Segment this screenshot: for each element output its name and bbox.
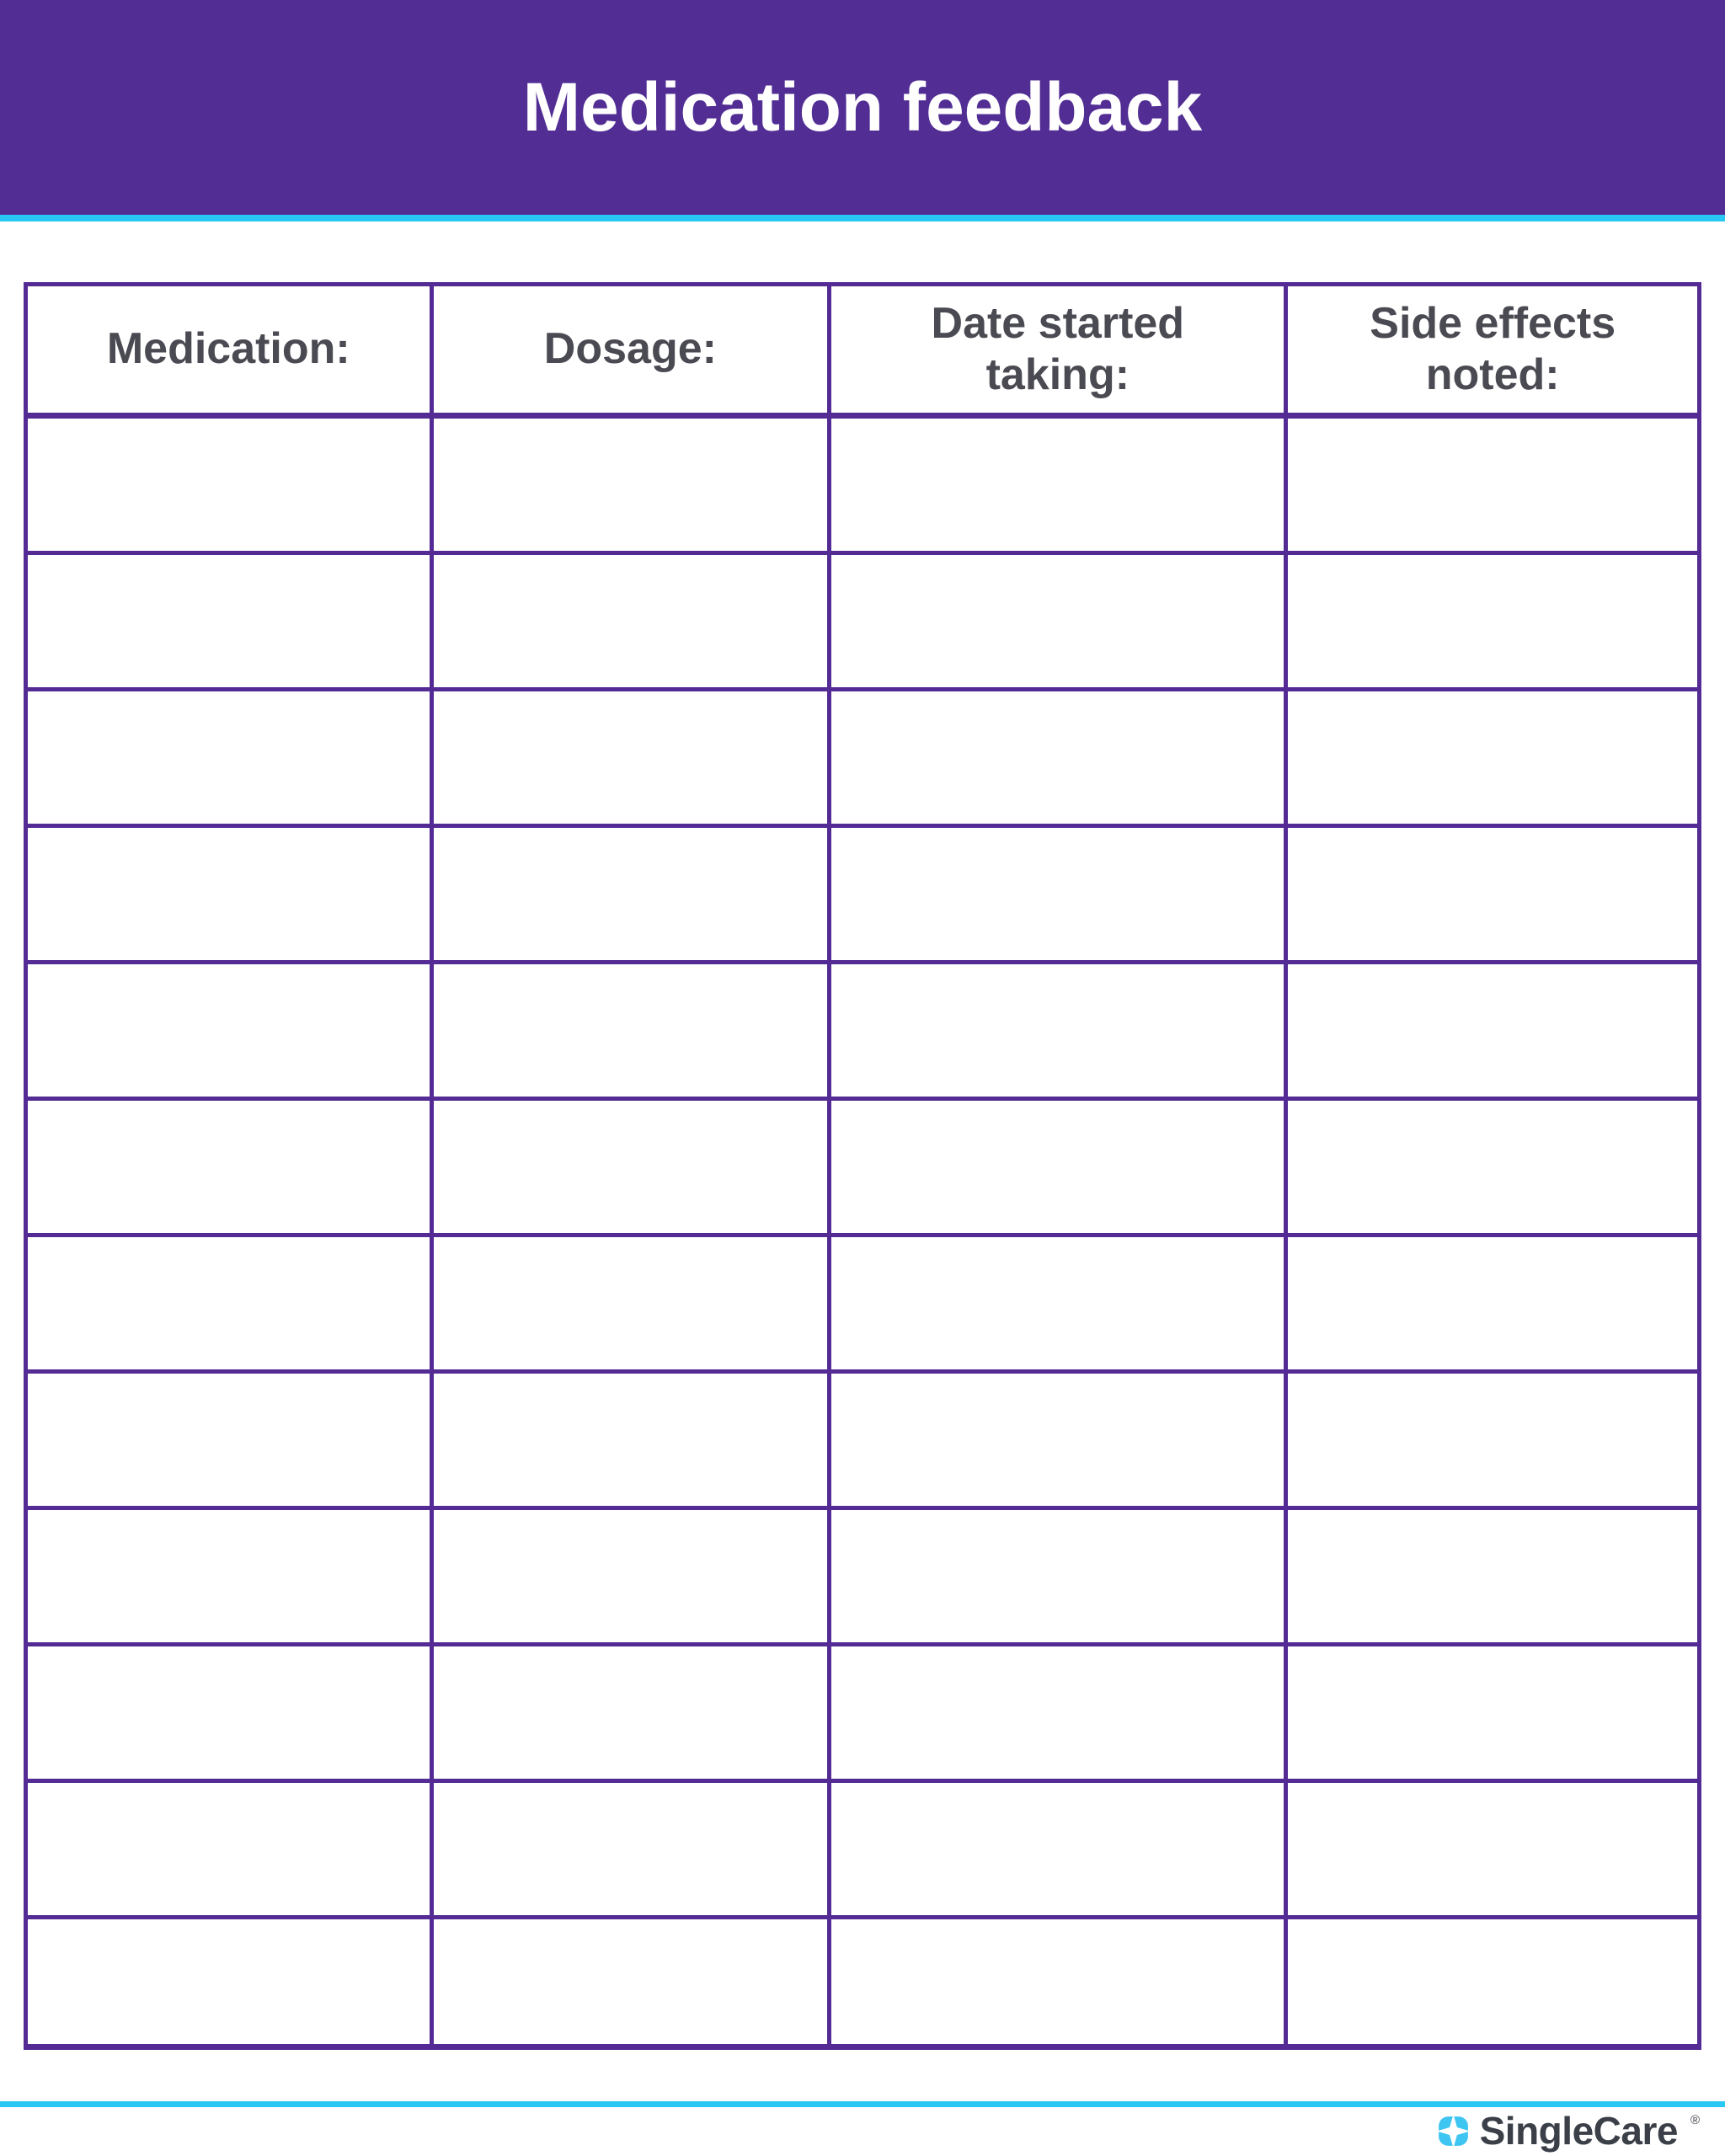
table-cell-row8-side-effects-noted (1288, 1374, 1697, 1510)
table-cell-row3-dosage (434, 691, 832, 828)
medication-table (24, 282, 1701, 2050)
header-banner (0, 0, 1725, 215)
table-cell-row4-side-effects-noted (1288, 828, 1697, 964)
singlecare-logo (1438, 2109, 1700, 2153)
table-cell-row1-side-effects-noted (1288, 419, 1697, 555)
table-cell-row10-side-effects-noted (1288, 1646, 1697, 1783)
table-cell-row8-medication (28, 1374, 434, 1510)
table-cell-row1-medication (28, 419, 434, 555)
table-cell-row5-medication (28, 964, 434, 1101)
column-header-dosage: Dosage: (434, 286, 832, 419)
singlecare-clover-icon (1438, 2116, 1469, 2147)
table-cell-row10-date-started-taking (831, 1646, 1288, 1783)
medication-table-section (24, 282, 1701, 2050)
table-cell-row11-dosage (434, 1783, 832, 1919)
table-cell-row8-date-started-taking (831, 1374, 1288, 1510)
table-cell-row9-dosage (434, 1510, 832, 1646)
table-cell-row2-side-effects-noted (1288, 555, 1697, 691)
registered-trademark-symbol: ® (1690, 2113, 1700, 2127)
table-cell-row9-date-started-taking (831, 1510, 1288, 1646)
page-title: Medication feedback (522, 68, 1203, 146)
table-cell-row1-date-started-taking (831, 419, 1288, 555)
table-cell-row9-side-effects-noted (1288, 1510, 1697, 1646)
table-cell-row3-date-started-taking (831, 691, 1288, 828)
table-cell-row5-side-effects-noted (1288, 964, 1697, 1101)
header-accent-line (0, 215, 1725, 221)
table-cell-row7-dosage (434, 1237, 832, 1374)
table-cell-row6-dosage (434, 1101, 832, 1237)
table-cell-row12-dosage (434, 1919, 832, 2044)
table-cell-row3-side-effects-noted (1288, 691, 1697, 828)
table-cell-row7-side-effects-noted (1288, 1237, 1697, 1374)
table-cell-row6-medication (28, 1101, 434, 1237)
table-cell-row2-dosage (434, 555, 832, 691)
table-cell-row1-dosage (434, 419, 832, 555)
footer (0, 2107, 1725, 2156)
table-cell-row4-medication (28, 828, 434, 964)
table-cell-row7-medication (28, 1237, 434, 1374)
table-cell-row11-side-effects-noted (1288, 1783, 1697, 1919)
table-cell-row5-date-started-taking (831, 964, 1288, 1101)
table-cell-row12-date-started-taking (831, 1919, 1288, 2044)
table-cell-row2-medication (28, 555, 434, 691)
table-cell-row8-dosage (434, 1374, 832, 1510)
table-cell-row5-dosage (434, 964, 832, 1101)
singlecare-brand-text: SingleCare (1479, 2109, 1678, 2153)
table-cell-row7-date-started-taking (831, 1237, 1288, 1374)
table-cell-row10-dosage (434, 1646, 832, 1783)
table-cell-row4-date-started-taking (831, 828, 1288, 964)
table-cell-row2-date-started-taking (831, 555, 1288, 691)
table-cell-row6-side-effects-noted (1288, 1101, 1697, 1237)
column-header-medication: Medication: (28, 286, 434, 419)
table-cell-row12-medication (28, 1919, 434, 2044)
column-header-date-started-taking: Date started taking: (831, 286, 1288, 419)
footer-accent-line (0, 2101, 1725, 2107)
table-cell-row6-date-started-taking (831, 1101, 1288, 1237)
footer-spacer (0, 2050, 1725, 2101)
table-cell-row11-medication (28, 1783, 434, 1919)
table-cell-row11-date-started-taking (831, 1783, 1288, 1919)
table-cell-row3-medication (28, 691, 434, 828)
table-cell-row10-medication (28, 1646, 434, 1783)
column-header-side-effects-noted: Side effects noted: (1288, 286, 1697, 419)
table-cell-row12-side-effects-noted (1288, 1919, 1697, 2044)
table-cell-row9-medication (28, 1510, 434, 1646)
table-cell-row4-dosage (434, 828, 832, 964)
